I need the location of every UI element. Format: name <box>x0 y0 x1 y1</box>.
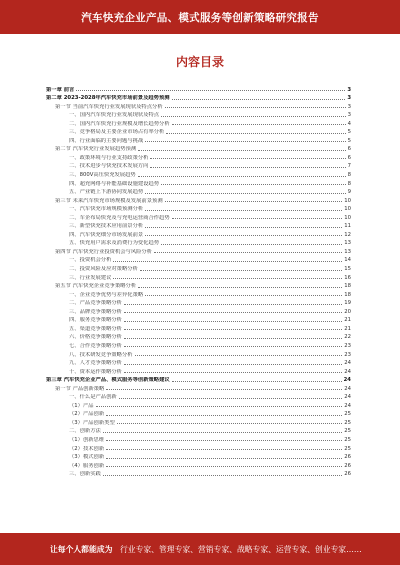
toc-entry[interactable] <box>46 323 351 332</box>
toc-entry-text: 一、汽车快充市场规模预测分析 <box>69 206 144 213</box>
toc-leader-dots <box>106 440 342 441</box>
toc-entry-page: 16 <box>344 274 351 281</box>
toc-entry-page: 24 <box>344 402 351 409</box>
toc-entry[interactable] <box>46 306 351 315</box>
toc-leader-dots <box>145 193 345 194</box>
toc-leader-dots <box>172 99 346 100</box>
toc-entry[interactable] <box>46 452 351 461</box>
toc-entry[interactable] <box>46 375 351 384</box>
toc-entry[interactable] <box>46 272 351 281</box>
toc-entry-text: 六、价格竞争策略分析 <box>69 334 122 341</box>
toc-entry-text: 一、什么是产品创新 <box>69 394 117 401</box>
toc-entry-page: 4 <box>347 120 351 127</box>
toc-entry-page: 25 <box>344 419 351 426</box>
toc-entry-text: 一、投资机会分析 <box>69 257 112 264</box>
toc-entry[interactable] <box>46 178 351 187</box>
toc-entry-page: 5 <box>347 129 351 136</box>
toc-entry-page: 6 <box>347 154 351 161</box>
toc-entry-page: 26 <box>344 462 351 469</box>
toc-leader-dots <box>145 210 342 211</box>
toc-entry-page: 25 <box>344 445 351 452</box>
toc-entry[interactable] <box>46 212 351 221</box>
toc-entry-text: 第四节 汽车快充行业投资机会与风险分析 <box>55 248 153 255</box>
toc-entry[interactable] <box>46 93 351 102</box>
toc-entry-page: 22 <box>344 334 351 341</box>
table-of-contents <box>46 84 351 477</box>
toc-entry[interactable] <box>46 281 351 290</box>
toc-entry-page: 9 <box>347 189 351 196</box>
toc-entry-page: 18 <box>344 291 351 298</box>
toc-entry[interactable] <box>46 246 351 255</box>
toc-entry-page: 10 <box>344 214 351 221</box>
toc-leader-dots <box>172 218 343 219</box>
toc-entry-text: 三、竞争格局及主要企业市场占有率分析 <box>69 129 165 136</box>
toc-entry-text: 四、超充网络与补能基础设施建设趋势 <box>69 180 160 187</box>
toc-leader-dots <box>113 278 342 279</box>
toc-leader-dots <box>138 287 342 288</box>
toc-entry[interactable] <box>46 434 351 443</box>
toc-leader-dots <box>124 304 342 305</box>
toc-entry[interactable] <box>46 144 351 153</box>
toc-entry[interactable] <box>46 110 351 119</box>
toc-entry-page: 25 <box>344 428 351 435</box>
toc-entry[interactable] <box>46 298 351 307</box>
toc-leader-dots <box>76 90 345 91</box>
toc-entry-text: （2）产品创新 <box>69 411 105 418</box>
toc-leader-dots <box>96 406 343 407</box>
toc-entry-text: 七、合作竞争策略分析 <box>69 342 122 349</box>
toc-leader-dots <box>172 381 342 382</box>
toc-entry-page: 20 <box>344 308 351 315</box>
toc-leader-dots <box>106 466 342 467</box>
toc-entry-text: 二、车企布局快充及与充电运营商合作趋势 <box>69 214 170 221</box>
toc-entry-text: 三、行业发展建议 <box>69 274 112 281</box>
toc-entry-text: 三、创新实践 <box>69 471 101 478</box>
toc-entry[interactable] <box>46 417 351 426</box>
toc-entry-text: 一、国内汽车快充行业发展现状及特点 <box>69 112 160 119</box>
toc-entry-page: 19 <box>344 300 351 307</box>
toc-leader-dots <box>166 133 345 134</box>
toc-entry[interactable] <box>46 84 351 93</box>
toc-entry-page: 3 <box>347 103 351 110</box>
toc-leader-dots <box>119 398 343 399</box>
toc-entry-page: 6 <box>347 146 351 153</box>
toc-entry[interactable] <box>46 469 351 478</box>
toc-leader-dots <box>124 346 342 347</box>
toc-entry-page: 24 <box>344 368 351 375</box>
toc-entry-text: 二、产品竞争策略分析 <box>69 300 122 307</box>
toc-entry-text: 二、投资风险及应对策略分析 <box>69 266 138 273</box>
toc-entry-text: 四、服务竞争策略分析 <box>69 317 122 324</box>
footer-slogan: 让每个人都能成为 <box>50 545 113 554</box>
toc-entry[interactable] <box>46 383 351 392</box>
toc-entry-text: 十、资本运作策略分析 <box>69 368 122 375</box>
toc-entry[interactable] <box>46 349 351 358</box>
toc-entry[interactable] <box>46 315 351 324</box>
toc-entry-page: 8 <box>347 172 351 179</box>
toc-entry-page: 23 <box>344 351 351 358</box>
toc-entry-page: 14 <box>344 257 351 264</box>
toc-entry-text: 九、人才竞争策略分析 <box>69 360 122 367</box>
toc-entry-page: 25 <box>344 436 351 443</box>
toc-leader-dots <box>124 329 342 330</box>
toc-entry[interactable] <box>46 409 351 418</box>
toc-leader-dots <box>161 184 346 185</box>
toc-leader-dots <box>145 227 342 228</box>
toc-entry-text: 四、汽车快充细分市场发展前景 <box>69 231 144 238</box>
toc-entry-text: （1）创新思维 <box>69 436 105 443</box>
toc-leader-dots <box>140 270 342 271</box>
toc-entry[interactable] <box>46 229 351 238</box>
toc-entry-page: 3 <box>347 95 351 102</box>
toc-entry[interactable] <box>46 460 351 469</box>
toc-entry[interactable] <box>46 221 351 230</box>
toc-entry-page: 3 <box>347 86 351 93</box>
toc-entry-text: （1）产品 <box>69 402 94 409</box>
toc-leader-dots <box>124 321 342 322</box>
toc-entry[interactable] <box>46 443 351 452</box>
toc-entry-page: 25 <box>344 411 351 418</box>
toc-entry-page: 8 <box>347 180 351 187</box>
toc-entry[interactable] <box>46 152 351 161</box>
toc-entry-page: 24 <box>344 394 351 401</box>
toc-entry[interactable] <box>46 400 351 409</box>
toc-leader-dots <box>106 449 342 450</box>
toc-entry[interactable] <box>46 289 351 298</box>
toc-entry-text: 第二章 2023-2028年汽车快充市场前景及趋势预测 <box>46 95 170 102</box>
toc-heading: 内容目录 <box>175 55 224 69</box>
toc-entry-text: 三、800V高压快充发展趋势 <box>69 172 136 179</box>
toc-entry-text: 八、技术研发竞争策略分析 <box>69 351 133 358</box>
toc-leader-dots <box>106 458 342 459</box>
toc-leader-dots <box>145 235 342 236</box>
toc-leader-dots <box>145 141 345 142</box>
toc-leader-dots <box>113 261 342 262</box>
toc-entry-text: 二、技术进步与快充技术发展方向 <box>69 163 149 170</box>
toc-leader-dots <box>138 176 346 177</box>
toc-entry[interactable] <box>46 101 351 110</box>
toc-entry-page: 11 <box>344 223 351 230</box>
toc-entry-text: 一、企业竞争优势与差异化策略 <box>69 291 144 298</box>
toc-entry-text: 一、政策环境与行业支持政策分析 <box>69 154 149 161</box>
toc-entry-page: 15 <box>344 266 351 273</box>
toc-leader-dots <box>138 150 345 151</box>
toc-entry[interactable] <box>46 204 351 213</box>
toc-entry-page: 10 <box>344 197 351 204</box>
toc-entry[interactable] <box>46 238 351 247</box>
toc-entry[interactable] <box>46 255 351 264</box>
toc-entry-text: 五、产业链上下游协同发展趋势 <box>69 189 144 196</box>
toc-entry[interactable] <box>46 332 351 341</box>
toc-entry-text: 二、国内汽车快充行业规模及增长趋势分析 <box>69 120 170 127</box>
toc-leader-dots <box>145 295 342 296</box>
toc-entry-text: （2）技术创新 <box>69 445 105 452</box>
toc-leader-dots <box>124 372 342 373</box>
toc-entry[interactable] <box>46 195 351 204</box>
toc-entry-page: 21 <box>344 325 351 332</box>
toc-entry[interactable] <box>46 135 351 144</box>
toc-entry[interactable] <box>46 187 351 196</box>
toc-entry-page: 24 <box>343 377 351 384</box>
toc-leader-dots <box>117 423 343 424</box>
toc-leader-dots <box>106 389 342 390</box>
toc-leader-dots <box>150 158 345 159</box>
toc-entry[interactable] <box>46 169 351 178</box>
toc-entry-text: 第五节 汽车快充企业竞争策略分析 <box>55 283 137 290</box>
toc-entry-page: 23 <box>344 342 351 349</box>
toc-entry-text: 四、行业面临的主要问题与挑战 <box>69 137 144 144</box>
toc-entry-page: 26 <box>344 471 351 478</box>
toc-leader-dots <box>154 252 342 253</box>
footer-roles: 行业专家、管理专家、营销专家、战略专家、运营专家、创业专家…… <box>120 545 362 554</box>
toc-entry[interactable] <box>46 118 351 127</box>
toc-leader-dots <box>161 116 346 117</box>
toc-entry-page: 12 <box>344 231 351 238</box>
page-footer-band <box>0 533 400 565</box>
toc-entry-text: 三、品牌竞争策略分析 <box>69 308 122 315</box>
toc-leader-dots <box>161 244 342 245</box>
toc-entry-page: 24 <box>344 385 351 392</box>
toc-entry-page: 24 <box>344 360 351 367</box>
toc-leader-dots <box>165 201 343 202</box>
toc-entry-text: 第二节 汽车快充行业发展趋势预测 <box>55 146 137 153</box>
toc-entry[interactable] <box>46 392 351 401</box>
toc-leader-dots <box>172 124 346 125</box>
toc-entry-page: 13 <box>344 240 351 247</box>
toc-entry-page: 3 <box>347 112 351 119</box>
toc-entry[interactable] <box>46 358 351 367</box>
toc-entry-page: 26 <box>344 454 351 461</box>
toc-leader-dots <box>124 312 342 313</box>
toc-entry-page: 5 <box>347 137 351 144</box>
page-header-band <box>0 0 400 34</box>
toc-entry-text: 第一章 前言 <box>46 86 75 93</box>
toc-entry-page: 13 <box>344 248 351 255</box>
toc-entry-text: 三、新型快充技术应用前景分析 <box>69 223 144 230</box>
toc-entry-text: （3）产品创新类型 <box>69 419 115 426</box>
toc-entry[interactable] <box>46 127 351 136</box>
toc-entry-text: 第三节 未来汽车快充市场规模及发展前景预测 <box>55 197 163 204</box>
toc-leader-dots <box>106 415 342 416</box>
toc-entry-page: 18 <box>344 283 351 290</box>
toc-entry-text: 第一节 当前汽车快充行业发展现状及特点分析 <box>55 103 163 110</box>
toc-entry-text: （3）模式创新 <box>69 454 105 461</box>
toc-leader-dots <box>124 338 342 339</box>
report-title: 汽车快充企业产品、模式服务等创新策略研究报告 <box>81 12 319 24</box>
toc-entry-page: 7 <box>347 163 351 170</box>
toc-entry[interactable] <box>46 340 351 349</box>
toc-entry[interactable] <box>46 161 351 170</box>
toc-leader-dots <box>103 432 342 433</box>
toc-entry-page: 10 <box>344 206 351 213</box>
toc-entry[interactable] <box>46 263 351 272</box>
toc-leader-dots <box>124 364 342 365</box>
toc-leader-dots <box>165 107 346 108</box>
toc-leader-dots <box>135 355 343 356</box>
toc-leader-dots <box>103 475 342 476</box>
toc-entry-text: 第一节 产品创新策略 <box>55 385 105 392</box>
toc-entry[interactable] <box>46 366 351 375</box>
toc-entry-text: 二、创新方法 <box>69 428 101 435</box>
toc-entry-page: 21 <box>344 317 351 324</box>
toc-leader-dots <box>150 167 345 168</box>
toc-entry-text: 五、快充用户需求及消费行为变化趋势 <box>69 240 160 247</box>
toc-entry-text: 五、渠道竞争策略分析 <box>69 325 122 332</box>
toc-entry[interactable] <box>46 426 351 435</box>
toc-entry-text: 第三章 汽车快充企业产品、模式服务等创新策略建议 <box>46 377 170 384</box>
toc-entry-text: （4）服务创新 <box>69 462 105 469</box>
